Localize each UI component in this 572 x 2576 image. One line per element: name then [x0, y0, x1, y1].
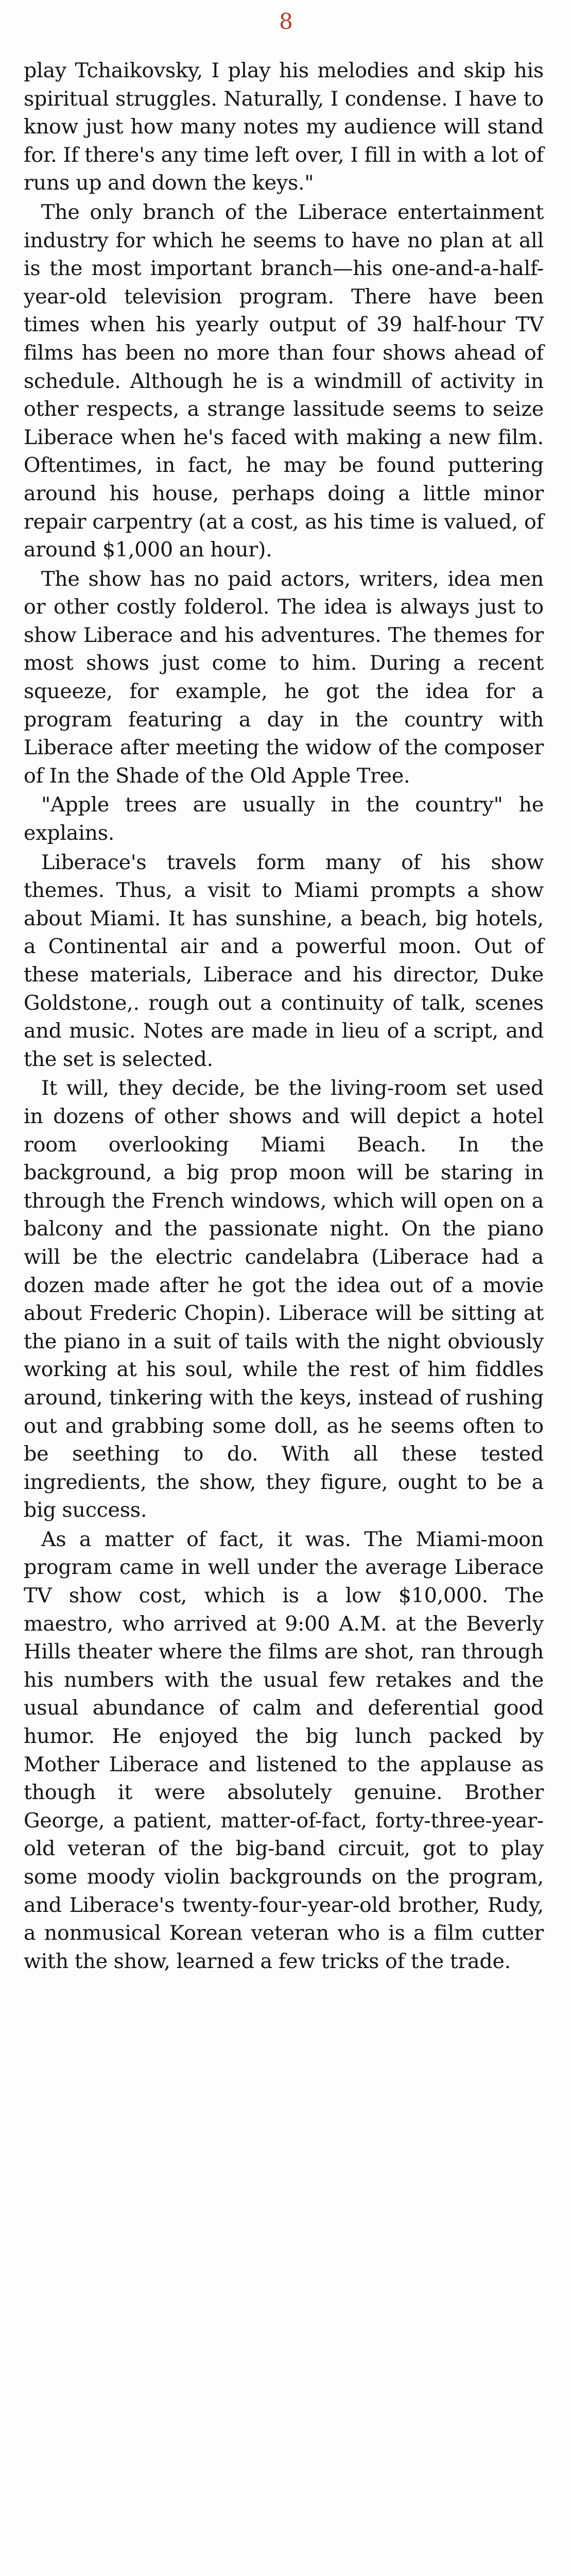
- article-paragraph: The show has no paid actors, writers, idea men or other costly folderol. The idea is always just to show Liberace and his adventures. The themes for most shows just come to him. During a recent squeeze, for example, he got the idea for a program featuring a day in the country with Liberace after meeting the widow of the composer of In the Shade of the Old Apple Tree.: [24, 567, 544, 788]
- article-column: [24, 57, 544, 1976]
- article-paragraph: The only branch of the Liberace entertainment industry for which he seems to have no plan at all is the most important branch—his one-and-a-half-year-old television program. There have been times when his yearly output of 39 half-hour TV films has been no more than four shows ahead of schedule. Although he is a windmill of activity in other respects, a strange lassitude seems to seize Liberace when he's faced with making a new film. Oftentimes, in fact, he may be found puttering around his house, perhaps doing a little minor repair carpentry (at a cost, as his time is valued, of around $1,000 an hour).: [24, 200, 544, 562]
- article-paragraph: "Apple trees are usually in the country" he explains.: [24, 793, 544, 845]
- article-paragraph: play Tchaikovsky, I play his melodies and skip his spiritual struggles. Naturally, I condense. I have to know just how many notes my audience will stand for. If there's any time left over, I fill in with a lot of runs up and down the keys.": [24, 59, 544, 195]
- article-paragraph: As a matter of fact, it was. The Miami-moon program came in well under the average Liberace TV show cost, which is a low $10,000. The maestro, who arrived at 9:00 A.M. at the Beverly Hills theater where the films are shot, ran through his numbers with the usual few retakes and the usual abundance of calm and deferential good humor. He enjoyed the big lunch packed by Mother Liberace and listened to the applause as though it were absolutely genuine. Brother George, a patient, matter-of-fact, forty-three-year-old veteran of the big-band circuit, got to play some moody violin backgrounds on the program, and Liberace's twenty-four-year-old brother, Rudy, a nonmusical Korean veteran who is a film cutter with the show, learned a few tricks of the trade.: [24, 1527, 544, 1973]
- page-number: 8: [279, 9, 293, 34]
- article-paragraph: It will, they decide, be the living-room set used in dozens of other shows and will depict a hotel room overlooking Miami Beach. In the background, a big prop moon will be staring in through the French windows, which will open on a balcony and the passionate night. On the piano will be the electric candelabra (Liberace had a dozen made after he got the idea out of a movie about Frederic Chopin). Liberace will be sitting at the piano in a suit of tails with the night obviously working at his soul, while the rest of him fiddles around, tinkering with the keys, instead of rushing out and grabbing some doll, as he seems often to be seething to do. With all these tested ingredients, the show, they figure, ought to be a big success.: [24, 1076, 544, 1522]
- article-paragraph: Liberace's travels form many of his show themes. Thus, a visit to Miami prompts a show about Miami. It has sunshine, a beach, big hotels, a Continental air and a powerful moon. Out of these materials, Liberace and his director, Duke Goldstone,. rough out a continuity of talk, scenes and music. Notes are made in lieu of a script, and the set is selected.: [24, 850, 544, 1071]
